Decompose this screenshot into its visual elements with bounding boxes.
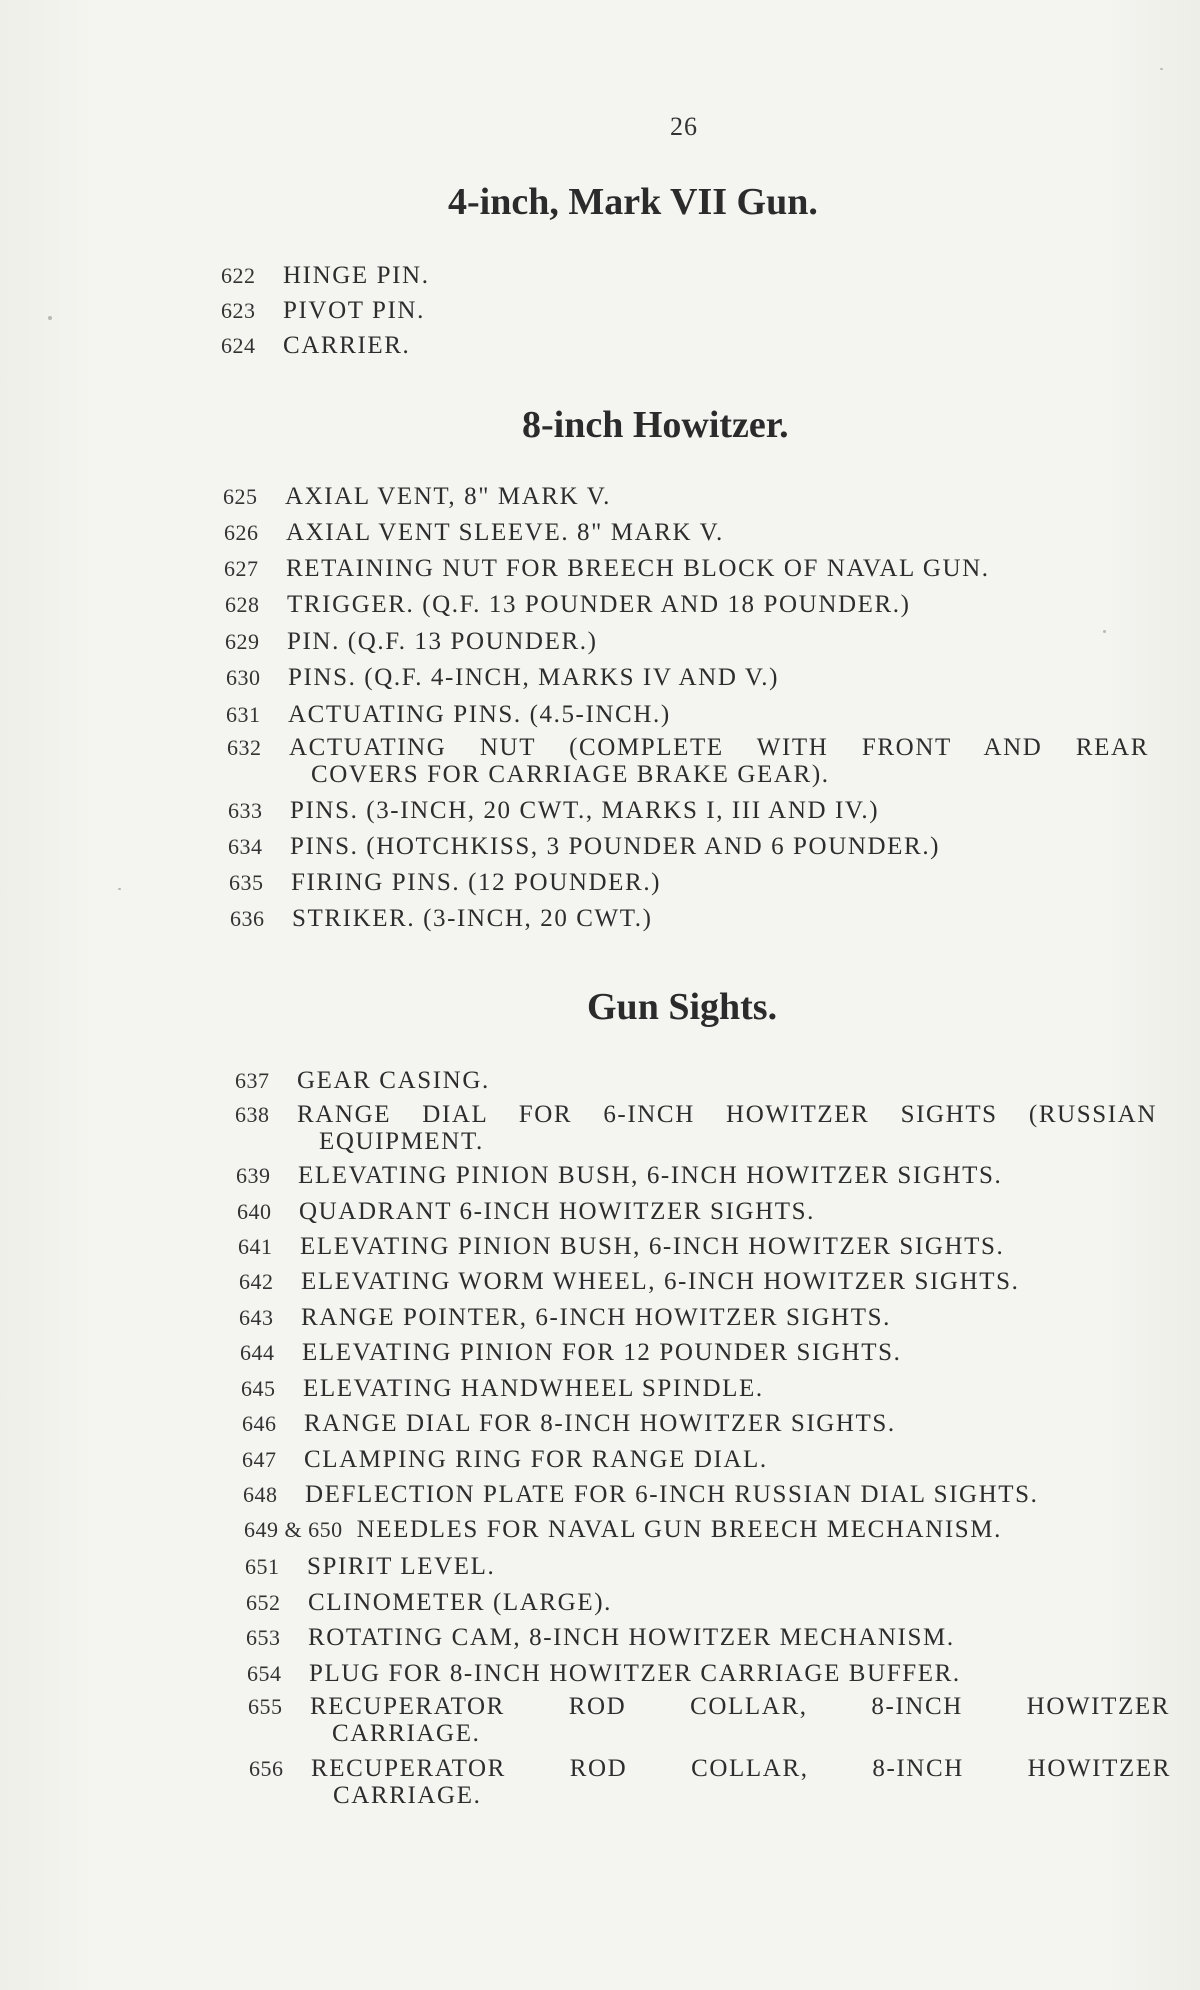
section-title: 4-inch, Mark VII Gun.	[448, 181, 818, 223]
section-title: 8-inch Howitzer.	[522, 404, 789, 446]
item-number: 644	[240, 1340, 275, 1365]
list-item	[228, 797, 879, 824]
item-text: PIVOT PIN.	[283, 297, 425, 324]
item-number: 645	[241, 1376, 276, 1401]
item-number: 636	[230, 906, 265, 931]
list-item	[239, 1268, 1019, 1295]
paper-speck	[48, 316, 52, 320]
item-text: AXIAL VENT SLEEVE. 8" MARK V.	[286, 519, 724, 546]
item-text: DEFLECTION PLATE FOR 6-INCH RUSSIAN DIAL SIGHTS.	[305, 1481, 1039, 1508]
list-item	[242, 1410, 896, 1437]
item-number: 627	[224, 556, 259, 581]
list-item	[229, 869, 661, 896]
item-number: 637	[235, 1068, 270, 1093]
item-number: 648	[243, 1482, 278, 1507]
list-item	[221, 262, 430, 289]
list-item	[244, 1516, 1002, 1543]
item-number: 628	[225, 592, 260, 617]
item-text: ELEVATING WORM WHEEL, 6-INCH HOWITZER SIGHTS.	[301, 1268, 1020, 1295]
item-text: PLUG FOR 8-INCH HOWITZER CARRIAGE BUFFER.	[309, 1660, 961, 1687]
item-text: PINS. (Q.F. 4-INCH, MARKS IV AND V.)	[288, 664, 780, 691]
paper-speck	[1103, 630, 1106, 633]
item-number: 655	[248, 1694, 283, 1719]
list-item	[228, 833, 940, 860]
list-item	[246, 1624, 955, 1651]
item-text: RANGE POINTER, 6-INCH HOWITZER SIGHTS.	[301, 1304, 891, 1331]
item-text: ACTUATING PINS. (4.5-INCH.)	[288, 701, 671, 728]
item-text: ELEVATING PINION BUSH, 6-INCH HOWITZER SIGHTS.	[298, 1162, 1003, 1189]
item-text: PIN. (Q.F. 13 POUNDER.)	[287, 628, 598, 655]
list-item	[249, 1755, 1171, 1809]
item-text: SPIRIT LEVEL.	[307, 1553, 496, 1580]
item-text: PINS. (HOTCHKISS, 3 POUNDER AND 6 POUNDER.)	[290, 833, 941, 860]
item-number: 656	[249, 1756, 284, 1781]
item-number: 626	[224, 520, 259, 545]
item-text: GEAR CASING.	[297, 1067, 490, 1094]
item-text: ELEVATING PINION FOR 12 POUNDER SIGHTS.	[302, 1339, 902, 1366]
item-text: HINGE PIN.	[283, 262, 430, 289]
list-item	[248, 1693, 1170, 1747]
item-number: 633	[228, 798, 263, 823]
item-text: RECUPERATOR ROD COLLAR, 8-INCH HOWITZER	[311, 1755, 1171, 1782]
list-item	[242, 1446, 768, 1473]
list-item	[240, 1339, 901, 1366]
item-text: TRIGGER. (Q.F. 13 POUNDER AND 18 POUNDER.)	[287, 591, 911, 618]
list-item	[245, 1553, 495, 1580]
item-text-continuation: CARRIAGE.	[332, 1720, 481, 1747]
item-number: 643	[239, 1305, 274, 1330]
list-item	[241, 1375, 764, 1402]
list-item	[221, 297, 425, 324]
item-number: 654	[247, 1661, 282, 1686]
item-number: 640	[237, 1199, 272, 1224]
list-item	[238, 1233, 1004, 1260]
list-item	[239, 1304, 891, 1331]
list-item	[236, 1162, 1002, 1189]
list-item	[235, 1101, 1157, 1155]
item-text: NEEDLES FOR NAVAL GUN BREECH MECHANISM.	[356, 1516, 1002, 1543]
item-number: 623	[221, 298, 256, 323]
item-text: AXIAL VENT, 8" MARK V.	[285, 483, 611, 510]
item-number: 649 & 650	[244, 1517, 343, 1542]
list-item	[230, 905, 653, 932]
item-number: 624	[221, 333, 256, 358]
item-number: 622	[221, 263, 256, 288]
item-text-continuation: EQUIPMENT.	[319, 1128, 484, 1155]
item-text: ELEVATING HANDWHEEL SPINDLE.	[303, 1375, 764, 1402]
list-item	[235, 1067, 490, 1094]
list-item	[224, 519, 724, 546]
list-item	[247, 1660, 961, 1687]
item-text: CLINOMETER (LARGE).	[308, 1589, 612, 1616]
item-number: 625	[223, 484, 258, 509]
item-number: 631	[226, 702, 261, 727]
item-text: RECUPERATOR ROD COLLAR, 8-INCH HOWITZER	[310, 1693, 1170, 1720]
item-number: 638	[235, 1102, 270, 1127]
item-text: QUADRANT 6-INCH HOWITZER SIGHTS.	[299, 1198, 815, 1225]
item-text: FIRING PINS. (12 POUNDER.)	[291, 869, 662, 896]
section-title: Gun Sights.	[587, 986, 778, 1028]
paper-speck	[118, 888, 121, 890]
item-text: CARRIER.	[283, 332, 411, 359]
item-text: PINS. (3-INCH, 20 CWT., MARKS I, III AND IV.)	[290, 797, 880, 824]
paper-speck	[1160, 68, 1163, 70]
item-text: ROTATING CAM, 8-INCH HOWITZER MECHANISM.	[308, 1624, 955, 1651]
item-number: 632	[227, 735, 262, 760]
item-text: RANGE DIAL FOR 6-INCH HOWITZER SIGHTS (RUSSIAN	[297, 1101, 1157, 1128]
list-item	[223, 483, 611, 510]
item-text: RETAINING NUT FOR BREECH BLOCK OF NAVAL GUN.	[286, 555, 990, 582]
item-number: 629	[225, 629, 260, 654]
list-item	[221, 332, 410, 359]
item-number: 653	[246, 1625, 281, 1650]
item-number: 634	[228, 834, 263, 859]
list-item	[227, 734, 1149, 788]
item-text: RANGE DIAL FOR 8-INCH HOWITZER SIGHTS.	[304, 1410, 896, 1437]
list-item	[225, 628, 598, 655]
list-item	[226, 664, 779, 691]
item-text: CLAMPING RING FOR RANGE DIAL.	[304, 1446, 768, 1473]
item-number: 639	[236, 1163, 271, 1188]
item-text-continuation: CARRIAGE.	[333, 1782, 482, 1809]
item-text: ELEVATING PINION BUSH, 6-INCH HOWITZER SIGHTS.	[300, 1233, 1005, 1260]
list-item	[237, 1198, 815, 1225]
list-item	[225, 591, 911, 618]
item-text-continuation: COVERS FOR CARRIAGE BRAKE GEAR).	[311, 761, 830, 788]
item-number: 647	[242, 1447, 277, 1472]
item-text: STRIKER. (3-INCH, 20 CWT.)	[292, 905, 653, 932]
item-text: ACTUATING NUT (COMPLETE WITH FRONT AND REAR	[289, 734, 1149, 761]
list-item	[246, 1589, 612, 1616]
item-number: 646	[242, 1411, 277, 1436]
item-number: 630	[226, 665, 261, 690]
page-number: 26	[670, 112, 698, 141]
item-number: 641	[238, 1234, 273, 1259]
item-number: 642	[239, 1269, 274, 1294]
list-item	[224, 555, 990, 582]
item-number: 652	[246, 1590, 281, 1615]
item-number: 651	[245, 1554, 280, 1579]
list-item	[226, 701, 671, 728]
list-item	[243, 1481, 1039, 1508]
item-number: 635	[229, 870, 264, 895]
